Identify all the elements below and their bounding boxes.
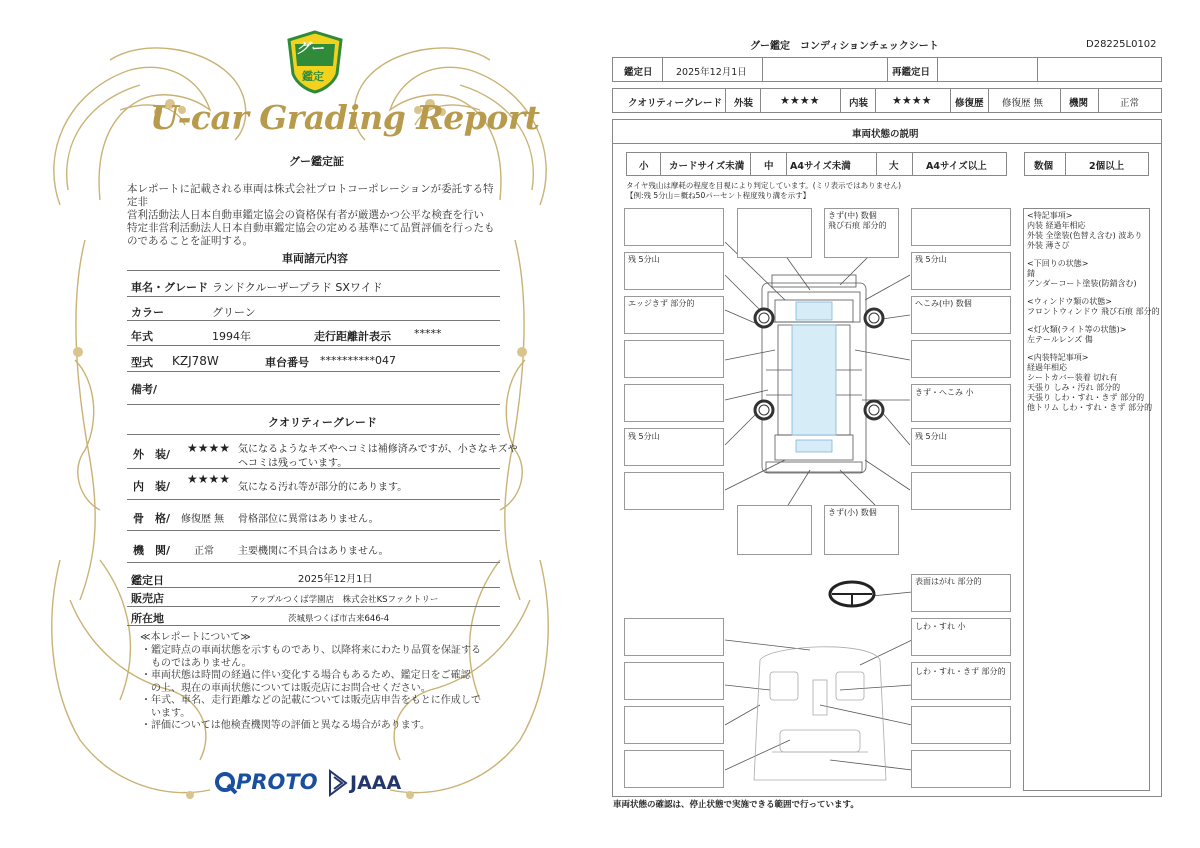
divider — [127, 270, 500, 271]
damage-box — [624, 750, 724, 788]
divider — [127, 404, 500, 405]
legend-large: 大 — [889, 161, 899, 172]
interior-text: 気になる汚れ等が部分的にあります。 — [238, 482, 408, 493]
dealer-label: 販売店 — [131, 592, 164, 605]
notice-line: ものではありません。 — [141, 657, 252, 669]
note-line — [1027, 251, 1160, 259]
note-line: 外装 全塗装(色替え含む) 波あり — [1027, 231, 1143, 240]
divider — [127, 371, 500, 372]
top-damage-label: きず(中) 数個 飛び石痕 部分的 — [828, 211, 887, 230]
year-label: 年式 — [131, 330, 153, 343]
legend-count: 数個 — [1034, 161, 1054, 172]
rear-left-tire-label: 残 5分山 — [628, 432, 660, 441]
damage-box — [624, 618, 724, 656]
damage-box — [624, 472, 724, 510]
divider — [127, 296, 500, 297]
divider — [127, 434, 500, 435]
section-title: 車両状態の説明 — [852, 129, 919, 140]
certificate-intro — [127, 183, 499, 248]
steering-label: 表面はがれ 部分的 — [915, 577, 982, 586]
model-label: 型式 — [131, 356, 153, 369]
proto-logo-text: PROTO — [236, 770, 318, 794]
intro-line: 特定非営利活動法人日本自動車鑑定協会の定める基準にて品質評価を行ったも — [127, 222, 495, 234]
damage-box — [624, 340, 724, 378]
interior-wear2-label: しわ・すれ・きず 部分的 — [915, 667, 1006, 676]
certificate-heading: グー鑑定証 — [289, 155, 344, 168]
notice-line: ・評価については他検査機関等の評価と異なる場合があります。 — [141, 720, 430, 731]
note-line: 天張り しみ・汚れ 部分的 — [1027, 383, 1121, 392]
badge-line1: グー — [296, 41, 324, 57]
damage-box — [911, 340, 1011, 378]
proto-logo-icon — [214, 771, 238, 795]
divider — [127, 625, 500, 626]
note-line: 他トリム しわ・すれ・きず 部分的 — [1027, 403, 1153, 412]
damage-box — [624, 208, 724, 246]
divider — [127, 562, 500, 563]
grade-heading: クオリティーグレード — [268, 416, 377, 429]
legend-small-desc: カードサイズ未満 — [669, 161, 745, 172]
notice-line: ・車両状態は時間の経過に伴い変化する場合もあるため、鑑定日をご確認 — [141, 670, 471, 681]
note-line: フロントウィンドウ 飛び石痕 部分的 — [1027, 307, 1160, 316]
legend-large-desc: A4サイズ以上 — [926, 161, 987, 172]
note-line: 左テールレンズ 傷 — [1027, 335, 1093, 344]
sheet-date-label: 鑑定日 — [624, 67, 653, 78]
damage-box — [737, 505, 812, 555]
dealer-value: アップルつくば学園店 株式会社KSファクトリー — [250, 595, 439, 605]
front-left-tire-label: 残 5分山 — [628, 255, 660, 264]
interior-wear-label: しわ・すれ 小 — [915, 622, 966, 631]
chassis-label: 車台番号 — [265, 356, 309, 369]
divider — [127, 499, 500, 500]
note-line — [1027, 317, 1160, 325]
interior-short-label: 内装 — [849, 98, 869, 109]
color-value: グリーン — [212, 306, 256, 319]
chassis-value: **********047 — [320, 354, 396, 367]
date-label: 鑑定日 — [131, 574, 164, 587]
color-label: カラー — [131, 306, 164, 319]
exterior-short-label: 外装 — [734, 98, 754, 109]
divider — [127, 345, 500, 346]
note-line: 錆 — [1027, 269, 1035, 278]
damage-box — [624, 706, 724, 744]
exterior-label: 外 装/ — [133, 448, 171, 461]
spec-heading: 車両諸元内容 — [282, 252, 348, 265]
tire-note-2: 【例:残 5分山＝概ね50パーセント程度残り溝を示す】 — [626, 191, 811, 200]
damage-box — [911, 208, 1011, 246]
note-line: <ウィンドウ類の状態> — [1027, 297, 1112, 306]
repair-label: 修復歴 — [955, 98, 984, 109]
notes-list — [1027, 211, 1160, 413]
notice-line: ・年式、車名、走行距離などの記載については販売店申告をもとに作成して — [141, 695, 481, 706]
note-line: <灯火類(ライト等の状態)> — [1027, 325, 1127, 334]
engine-text: 主要機関に不具合はありません。 — [238, 546, 389, 557]
car-name-label: 車名・グレード — [131, 281, 208, 294]
legend-mid: 中 — [764, 161, 774, 172]
legend-small: 小 — [639, 161, 649, 172]
engine-value: 正常 — [194, 546, 214, 557]
right-scratch-dent-label: きず・へこみ 小 — [915, 388, 974, 397]
address-label: 所在地 — [131, 612, 164, 625]
interior-short-stars: ★★★★ — [892, 94, 932, 107]
report-script-title: U-car Grading Report — [150, 98, 540, 137]
engine-short-value: 正常 — [1120, 98, 1140, 109]
notice-line: います。 — [141, 707, 191, 719]
note-line — [1027, 345, 1160, 353]
right-dent-label: へこみ(中) 数個 — [915, 299, 972, 308]
intro-line: 本レポートに記載される車両は株式会社プロトコーポレーションが委託する特定非 — [127, 183, 494, 208]
reinspect-label: 再鑑定日 — [892, 67, 931, 78]
note-line: 外装 薄さび — [1027, 241, 1070, 250]
damage-box — [911, 706, 1011, 744]
damage-box — [624, 662, 724, 700]
note-line: シートカバー装着 切れ有 — [1027, 373, 1118, 382]
engine-short-label: 機関 — [1069, 98, 1089, 109]
date-value: 2025年12月1日 — [298, 574, 373, 585]
mileage-value: ***** — [414, 327, 442, 340]
divider — [127, 606, 500, 607]
intro-line: 営利活動法人日本自動車鑑定協会の資格保有者が厳選かつ公平な検査を行い — [127, 209, 484, 221]
divider — [127, 468, 500, 469]
exterior-short-stars: ★★★★ — [780, 94, 820, 107]
badge-line2: 鑑定 — [302, 70, 324, 83]
exterior-text-2: ヘコミは残っています。 — [238, 458, 348, 469]
doc-id: D28225L0102 — [1086, 39, 1157, 50]
quality-grade-label: クオリティーグレード — [628, 98, 723, 109]
note-line: <特記事項> — [1027, 211, 1073, 220]
condition-check-sheet — [600, 0, 1200, 848]
note-line — [1027, 289, 1160, 297]
notice-title: ≪本レポートについて≫ — [140, 632, 251, 643]
notice-line: の上、現在の車両状態については販売店にお問合せください。 — [141, 682, 431, 694]
note-line: <下回りの状態> — [1027, 259, 1089, 268]
car-name-value: ランドクルーザープラド SXワイド — [212, 281, 383, 294]
exterior-stars: ★★★★ — [187, 441, 231, 455]
frame-label: 骨 格/ — [133, 512, 171, 525]
sheet-date-value: 2025年12月1日 — [676, 67, 747, 78]
damage-box — [737, 208, 812, 258]
legend-count-desc: 2個以上 — [1089, 161, 1125, 172]
damage-box — [911, 472, 1011, 510]
exterior-text-1: 気になるようなキズやヘコミは補修済みですが、小さなキズや — [238, 444, 518, 455]
jaaa-logo-text: JAAA — [350, 772, 402, 794]
note-line: 天張り しわ・すれ・きず 部分的 — [1027, 393, 1145, 402]
legend-mid-desc: A4サイズ未満 — [790, 161, 851, 172]
divider — [127, 530, 500, 531]
note-line: アンダーコート塗装(防錆含む) — [1027, 279, 1137, 288]
rear-right-tire-label: 残 5分山 — [915, 432, 947, 441]
front-right-tire-label: 残 5分山 — [915, 255, 947, 264]
notice-block — [141, 645, 481, 733]
intro-line: のであることを証明する。 — [127, 235, 253, 247]
address-value: 茨城県つくば市古来646-4 — [288, 614, 390, 624]
interior-stars: ★★★★ — [187, 472, 231, 486]
left-edge-label: エッジきず 部分的 — [628, 299, 695, 308]
frame-value: 修復歴 無 — [181, 514, 225, 525]
mileage-label: 走行距離計表示 — [314, 330, 391, 343]
footer-note: 車両状態の確認は、停止状態で実施できる範囲で行っています。 — [613, 800, 859, 810]
interior-label: 内 装/ — [133, 480, 171, 493]
notice-line: ・鑑定時点の車両状態を示すものであり、以降将来にわたり品質を保証する — [141, 645, 481, 656]
remarks-label: 備考/ — [131, 383, 158, 396]
note-line: 内装 経過年相応 — [1027, 221, 1086, 230]
bottom-damage-label: きず(小) 数個 — [828, 508, 877, 517]
jaaa-logo-icon — [328, 769, 348, 797]
year-value: 1994年 — [212, 330, 251, 343]
repair-value: 修復歴 無 — [1002, 98, 1044, 109]
sheet-title: グー鑑定 コンディションチェックシート — [750, 41, 939, 52]
engine-label: 機 関/ — [133, 544, 171, 557]
damage-box — [911, 750, 1011, 788]
note-line: <内装特記事項> — [1027, 353, 1089, 362]
tire-note-1: タイヤ残山は摩耗の程度を目視により判定しています。(ミリ表示ではありません) — [626, 181, 902, 190]
divider — [127, 320, 500, 321]
frame-text: 骨格部位に異常はありません。 — [238, 514, 379, 525]
damage-box — [624, 384, 724, 422]
divider — [127, 587, 500, 588]
note-line: 経過年相応 — [1027, 363, 1067, 372]
model-value: KZJ78W — [172, 354, 219, 368]
